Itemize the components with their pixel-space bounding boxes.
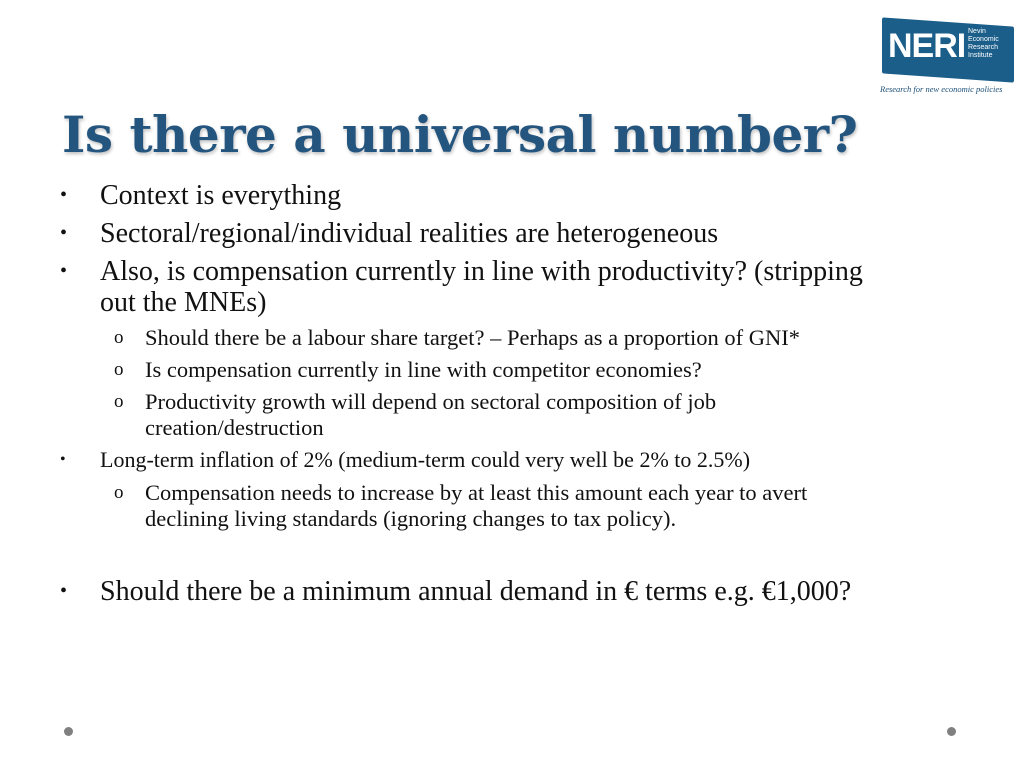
- bullet-text: Sectoral/regional/individual realities are heterogeneous: [100, 218, 719, 249]
- sub-bullet-item: [58, 357, 968, 383]
- bullet-marker: •: [60, 260, 68, 282]
- bullet-marker: •: [60, 184, 68, 206]
- sub-bullet-item: [58, 325, 968, 351]
- sub-bullet-text-line: declining living standards (ignoring changes to tax policy).: [145, 506, 677, 531]
- sub-bullet-marker: o: [114, 482, 124, 503]
- bullet-text: Should there be a minimum annual demand in € terms e.g. €1,000?: [100, 576, 852, 607]
- bullet-marker: •: [60, 222, 68, 244]
- sub-bullet-text-line: creation/destruction: [145, 415, 324, 440]
- bullet-marker: •: [60, 451, 66, 468]
- sub-bullet-marker: o: [114, 359, 124, 380]
- sub-bullet-text: Is compensation currently in line with competitor economies?: [145, 357, 702, 382]
- neri-logo: [880, 18, 1016, 96]
- bullet-item: [58, 256, 968, 318]
- sub-bullet-item: [58, 389, 968, 441]
- bullet-item: [58, 218, 968, 249]
- slide-title: Is there a universal number?: [62, 105, 858, 164]
- sub-bullet-text: Should there be a labour share target? – Perhaps as a proportion of GNI*: [145, 325, 801, 350]
- logo-sub-line: Nevin: [968, 28, 986, 35]
- bullet-list: [58, 180, 968, 614]
- logo-wordmark: NERI: [888, 27, 966, 65]
- logo-sub-line: Economic: [968, 36, 999, 43]
- logo-sub-line: Research: [968, 44, 998, 51]
- bullet-text-line: Also, is compensation currently in line with productivity? (stripping: [100, 256, 863, 287]
- bullet-item: [58, 447, 968, 473]
- sub-bullet-text-line: Compensation needs to increase by at least this amount each year to avert: [145, 480, 808, 505]
- bullet-text-line: out the MNEs): [100, 287, 267, 318]
- spacer: [58, 538, 968, 576]
- bullet-item: [58, 180, 968, 211]
- sub-bullet-marker: o: [114, 391, 124, 412]
- sub-bullet-text-line: Productivity growth will depend on sectoral composition of job: [145, 389, 717, 414]
- logo-sub-line: Institute: [968, 52, 993, 59]
- bullet-marker: •: [60, 580, 68, 602]
- bullet-item: [58, 576, 968, 607]
- sub-bullet-marker: o: [114, 327, 124, 348]
- bullet-text: Context is everything: [100, 180, 342, 211]
- sub-bullet-item: [58, 480, 968, 532]
- decorative-dot-right: [947, 727, 956, 736]
- decorative-dot-left: [64, 727, 73, 736]
- logo-tagline: Research for new economic policies: [880, 84, 1003, 94]
- logo-institute-name: [968, 28, 1012, 60]
- bullet-text: Long-term inflation of 2% (medium-term could very well be 2% to 2.5%): [100, 447, 751, 472]
